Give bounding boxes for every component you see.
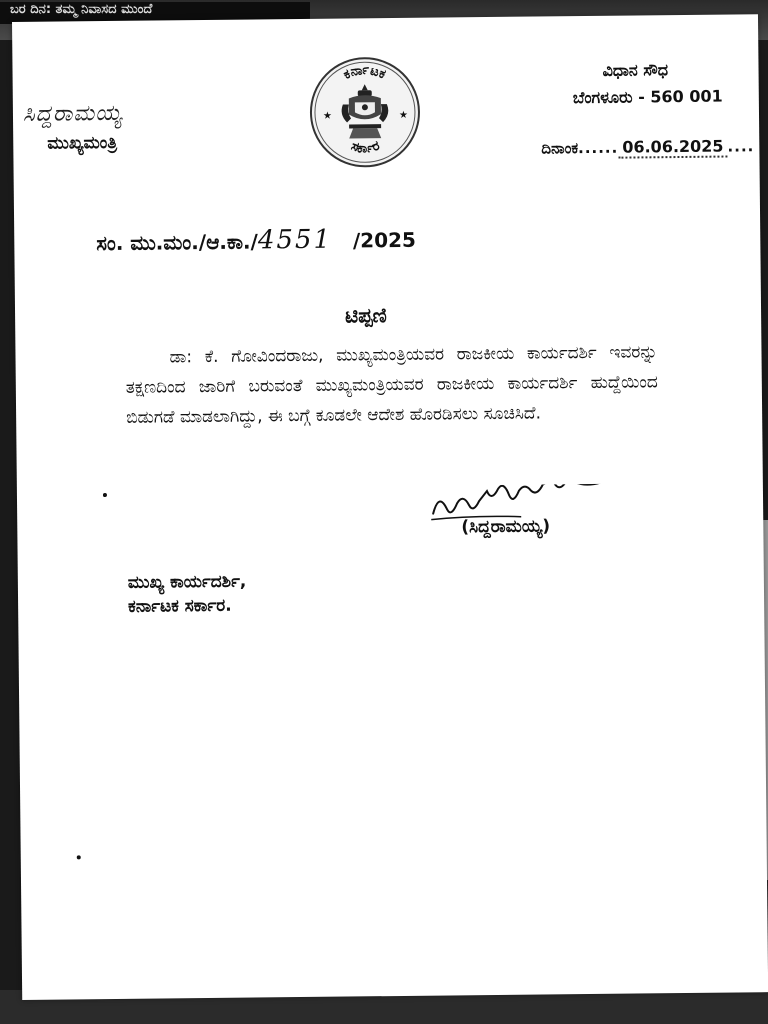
date-dots: ......: [577, 138, 619, 158]
reference-prefix: ಸಂ. ಮು.ಮಂ./ಆ.ಕಾ./: [96, 229, 258, 256]
stray-mark: [77, 855, 81, 859]
address-line-2: ಬೆಂಗಳೂರು - 560 001: [572, 86, 723, 108]
emblem-bottom-text: ಸರ್ಕಾರ: [348, 138, 382, 157]
date-row: [541, 136, 754, 157]
stray-mark: [103, 493, 107, 497]
svg-text:★: ★: [398, 109, 409, 121]
reference-handwritten-number: 4551: [257, 224, 333, 256]
addressee-line-2: ಕರ್ನಾಟಕ ಸರ್ಕಾರ.: [128, 595, 232, 617]
date-trailing-dots: ....: [727, 137, 755, 156]
karnataka-emblem-icon: [308, 56, 421, 169]
svg-text:★: ★: [322, 110, 333, 122]
letterhead-signature-name: ಸಿದ್ದರಾಮಯ್ಯ: [22, 100, 123, 127]
date-value: 06.06.2025: [618, 137, 727, 159]
signatory-name: (ಸಿದ್ದರಾಮಯ್ಯ): [461, 516, 551, 538]
document-title: ಟಿಪ್ಪಣಿ: [344, 303, 387, 328]
reference-number: [96, 224, 416, 257]
reference-year: /2025: [352, 227, 417, 253]
date-label: ದಿನಾಂಕ: [541, 139, 579, 158]
addressee-line-1: ಮುಖ್ಯ ಕಾರ್ಯದರ್ಶಿ,: [127, 571, 247, 593]
letter-sheet: [12, 14, 768, 1000]
address-line-1: ವಿಧಾನ ಸೌಧ: [602, 60, 669, 80]
emblem-top-text: ಕರ್ನಾಟಕ: [341, 62, 388, 83]
body-paragraph: ಡಾ: ಕೆ. ಗೋವಿಂದರಾಜು, ಮುಖ್ಯಮಂತ್ರಿಯವರ ರಾಜಕೀಯ ಕಾರ್ಯದರ್ಶಿ ಇವರನ್ನು ತಕ್ಷಣದಿಂದ ಜಾರಿಗೆ ಬರುವಂತೆ ಮುಖ್ಯಮಂತ್ರಿಯವರ ರಾಜಕೀಯ ಕಾರ್ಯದರ್ಶಿ ಹುದ್ದೆಯಿಂದ ಬಿಡುಗಡೆ ಮಾಡಲಾಗಿದ್ದು, ಈ ಬಗ್ಗೆ ಕೂಡಲೇ ಆದೇಶ ಹೊರಡಿಸಲು ಸೂಚಿಸಿದೆ.: [125, 342, 658, 428]
letterhead-designation: ಮುಖ್ಯಮಂತ್ರಿ: [47, 132, 118, 154]
background-newspaper-text: ಬರ ದಿನ: ತಮ್ಮ ನಿವಾಸದ ಮುಂದೆ: [0, 2, 310, 24]
